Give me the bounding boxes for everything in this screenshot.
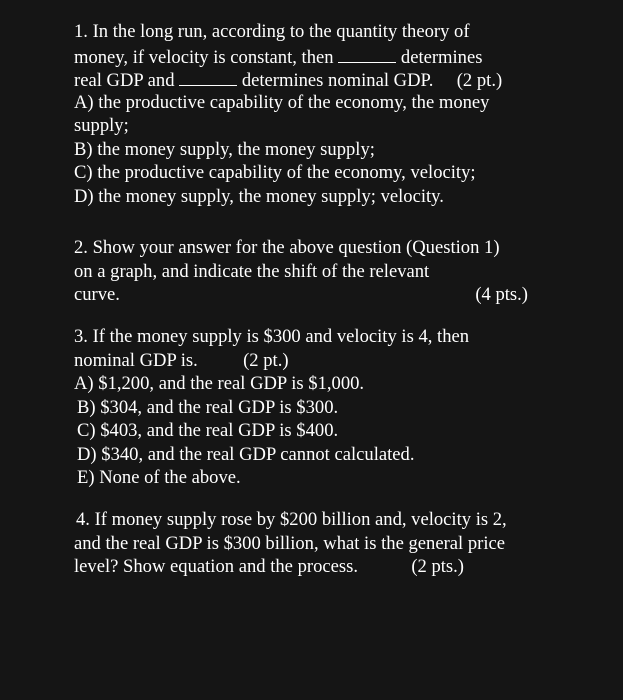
question-4 — [76, 508, 576, 579]
q3-option-a: A) $1,200, and the real GDP is $1,000. — [74, 373, 365, 394]
q3-option-e: E) None of the above. — [77, 467, 241, 488]
q1-line-3-text: real GDP and — [74, 70, 175, 91]
q1-blank-2 — [179, 67, 237, 86]
q1-line-3-end: determines nominal GDP. — [241, 70, 434, 91]
q2-line-1: 2. Show your answer for the above question (Question 1) — [74, 237, 500, 258]
q1-option-a: A) the productive capability of the economy, the money — [74, 91, 490, 113]
q3-line-2 — [74, 349, 564, 373]
question-1 — [74, 20, 564, 208]
q3-option-b: B) $304, and the real GDP is $300. — [77, 396, 339, 418]
q1-line-2-end: determines — [400, 46, 483, 68]
q1-line-2 — [74, 44, 564, 68]
q3-points: (2 pt.) — [243, 349, 289, 371]
q1-option-c: C) the productive capability of the economy, velocity; — [74, 162, 476, 183]
q4-points: (2 pts.) — [411, 556, 464, 577]
question-2 — [74, 236, 564, 307]
q4-line-3-text: level? Show equation and the process. — [74, 556, 358, 577]
q1-blank-1 — [338, 44, 396, 63]
q1-option-b: B) the money supply, the money supply; — [74, 138, 375, 160]
q4-line-1: 4. If money supply rose by $200 billion and, velocity is 2, — [76, 509, 507, 530]
q2-line-2: on a graph, and indicate the shift of the relevant — [74, 260, 430, 282]
q4-line-3 — [74, 555, 574, 579]
q1-option-a-cont: supply; — [74, 115, 129, 136]
q3-line-1: 3. If the money supply is $300 and velocity is 4, then — [74, 326, 470, 347]
q1-line-3 — [74, 67, 564, 91]
q1-points: (2 pt.) — [456, 70, 503, 91]
question-3 — [74, 325, 564, 490]
q1-line-1: 1. In the long run, according to the quantity theory of — [74, 21, 470, 42]
q1-line-2-text: money, if velocity is constant, then — [74, 46, 334, 68]
q4-line-2: and the real GDP is $300 billion, what is the general price — [74, 532, 505, 554]
q2-line-3-text: curve. — [74, 284, 120, 305]
q3-line-2-text: nominal GDP is. — [74, 349, 198, 371]
q3-option-d: D) $340, and the real GDP cannot calculated. — [77, 443, 415, 465]
q2-points: (4 pts.) — [475, 284, 528, 305]
q2-line-3 — [74, 283, 564, 307]
q1-option-d: D) the money supply, the money supply; velocity. — [74, 185, 444, 207]
q3-option-c: C) $403, and the real GDP is $400. — [77, 420, 339, 441]
